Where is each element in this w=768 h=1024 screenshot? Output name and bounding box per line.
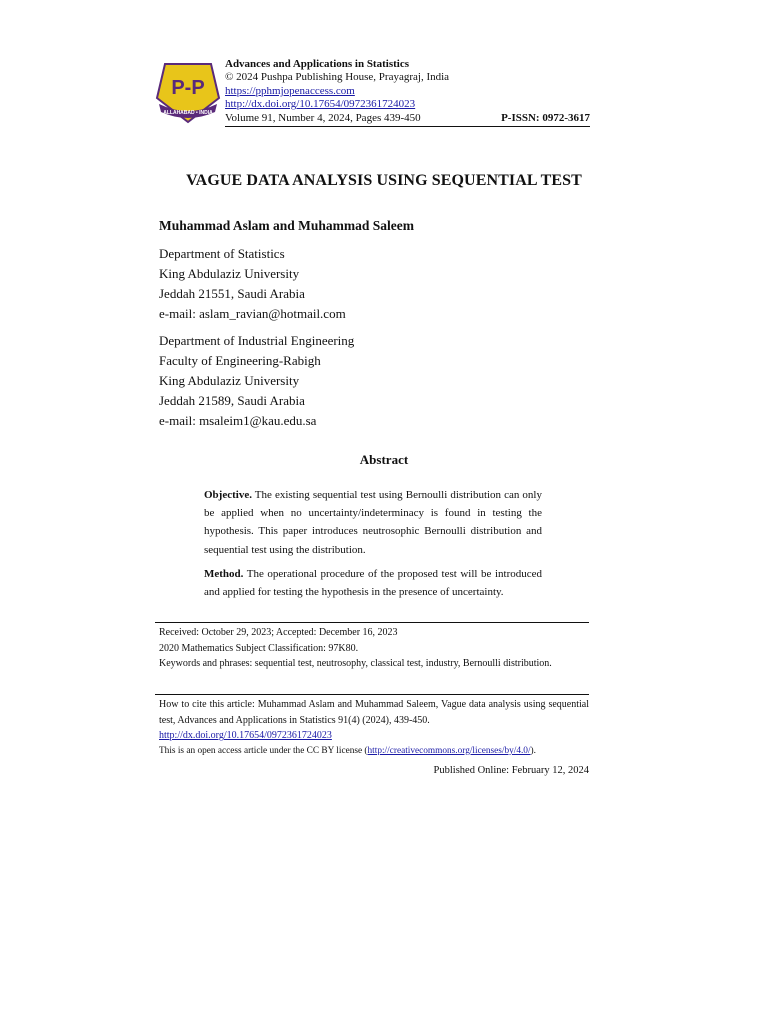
citation-text: How to cite this article: Muhammad Aslam and Muhammad Saleem, Vague data analysis using sequential test, Advances and Applications in Statistics 91(4) (2024), 439-450. xyxy=(159,699,589,726)
method-label: Method. xyxy=(204,568,244,580)
footnote-block xyxy=(159,625,589,672)
citation-divider xyxy=(155,694,589,695)
copyright-line: © 2024 Pushpa Publishing House, Prayagraj, India xyxy=(225,71,450,84)
issn: P-ISSN: 0972-3617 xyxy=(501,111,590,124)
abstract-objective xyxy=(204,486,542,559)
affiliation-line: Faculty of Engineering-Rabigh xyxy=(159,353,321,368)
abstract-method xyxy=(204,565,542,601)
paper-title: VAGUE DATA ANALYSIS USING SEQUENTIAL TEST xyxy=(186,172,582,189)
logo-banner: ALLAHABAD • INDIA xyxy=(163,110,213,116)
citation-block xyxy=(159,697,589,759)
objective-label: Objective. xyxy=(204,489,252,501)
affiliation-line: King Abdulaziz University xyxy=(159,373,300,388)
msc-classification: 2020 Mathematics Subject Classification: 97K80. xyxy=(159,642,359,654)
affiliation-line: Department of Industrial Engineering xyxy=(159,333,355,348)
license-suffix: ). xyxy=(530,745,536,756)
affiliation-line: Jeddah 21589, Saudi Arabia xyxy=(159,393,305,408)
abstract-heading: Abstract xyxy=(359,452,409,467)
affiliation-line: King Abdulaziz University xyxy=(159,266,300,281)
license-line xyxy=(159,744,589,760)
license-prefix: This is an open access article under the CC BY license ( xyxy=(159,745,368,756)
keywords: Keywords and phrases: sequential test, neutrosophy, classical test, industry, Bernoulli distribution. xyxy=(159,658,552,670)
journal-name: Advances and Applications in Statistics xyxy=(225,58,409,70)
received-dates: Received: October 29, 2023; Accepted: December 16, 2023 xyxy=(159,627,398,638)
published-date: Published Online: February 12, 2024 xyxy=(433,765,589,776)
objective-text: The existing sequential test using Bernoulli distribution can only be applied when no uncertainty/indeterminacy is found in testing the hypothesis. This paper introduces neutrosophic Bernoulli distribution and sequential test using the distribution. xyxy=(204,489,542,556)
affiliation-email: e-mail: aslam_ravian@hotmail.com xyxy=(159,306,346,321)
authors: Muhammad Aslam and Muhammad Saleem xyxy=(159,218,415,233)
citation-doi-link[interactable]: http://dx.doi.org/10.17654/0972361724023 xyxy=(159,730,332,742)
volume-info: Volume 91, Number 4, 2024, Pages 439-450 xyxy=(225,111,421,124)
footnote-divider xyxy=(155,622,589,623)
affiliation-email: e-mail: msaleim1@kau.edu.sa xyxy=(159,413,317,428)
affiliation-2 xyxy=(159,331,354,431)
affiliation-line: Department of Statistics xyxy=(159,246,285,261)
site-link[interactable]: https://pphmjopenaccess.com xyxy=(225,84,355,97)
license-link[interactable]: http://creativecommons.org/licenses/by/4.0/ xyxy=(367,745,531,756)
affiliation-line: Jeddah 21551, Saudi Arabia xyxy=(159,286,305,301)
logo-text: P-P xyxy=(171,77,205,99)
journal-header xyxy=(225,58,590,127)
doi-link[interactable]: http://dx.doi.org/10.17654/0972361724023 xyxy=(225,98,416,111)
affiliation-1 xyxy=(159,244,346,324)
method-text: The operational procedure of the proposed test will be introduced and applied for testing the hypothesis in the presence of uncertainty. xyxy=(204,568,542,599)
publisher-logo xyxy=(155,60,221,124)
